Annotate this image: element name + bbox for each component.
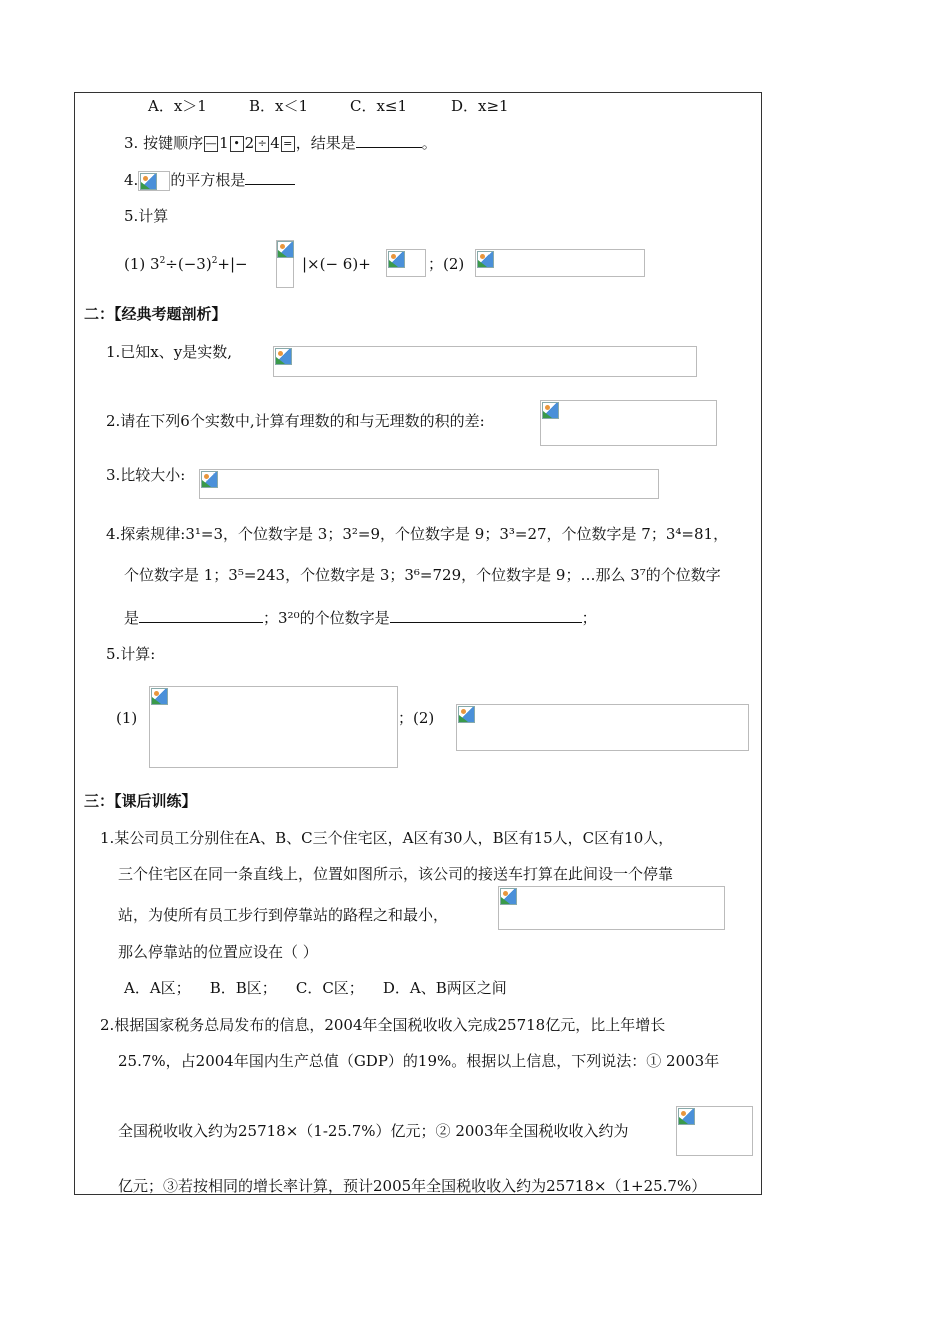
expr-part: +|− <box>217 255 248 273</box>
p2-question-3: 3.比较大小: <box>106 466 186 484</box>
image-placeholder-icon <box>275 348 292 365</box>
image-placeholder-icon <box>151 688 168 705</box>
key-1: 1 <box>219 134 229 152</box>
image-placeholder-icon <box>542 402 559 419</box>
answer-blank <box>356 133 422 148</box>
formula-image <box>138 171 170 191</box>
p2-question-4-line1: 4.探索规律:3¹=3，个位数字是 3；3²=9，个位数字是 9；3³=27，个位数字是 7；3⁴=81， <box>106 525 729 543</box>
p2-question-4-line2: 个位数字是 1；3⁵=243，个位数字是 3；3⁶=729，个位数字是 9；…那么 3⁷的个位数字 <box>124 566 721 584</box>
p2-question-1: 1.已知x、y是实数, <box>106 343 233 361</box>
question-4-prefix: 4. <box>124 171 139 189</box>
p3-question-2-line3: 全国税收收入约为25718×（1-25.7%）亿元；② 2003年全国税收收入约为 <box>118 1122 629 1140</box>
question-4-suffix: 的平方根是 <box>170 171 246 189</box>
image-placeholder-icon <box>500 888 517 905</box>
section-heading-2: 二：【经典考题剖析】 <box>84 305 227 323</box>
key-dot: • <box>230 136 244 152</box>
image-placeholder-icon <box>477 251 494 268</box>
p2-question-5-1-label: (1) <box>116 709 138 727</box>
p3-question-1-options: A．A区； B．B区； C．C区； D．A、B两区之间 <box>124 979 507 997</box>
text-part: ；3²⁰的个位数字是 <box>263 609 390 627</box>
key-equals: = <box>281 136 295 152</box>
image-placeholder-icon <box>678 1108 695 1125</box>
question-5-1 <box>124 255 248 273</box>
option-a: A．x＞1 <box>148 97 207 115</box>
p3-question-2-line1: 2.根据国家税务总局发布的信息，2004年全国税收收入完成25718亿元，比上年增长 <box>100 1016 666 1034</box>
image-placeholder-icon <box>458 706 475 723</box>
exponent: 2 <box>211 256 218 266</box>
image-placeholder-icon <box>201 471 218 488</box>
formula-image <box>676 1106 753 1156</box>
question-3-end: 。 <box>421 134 437 152</box>
expr-part: ÷(−3) <box>165 255 212 273</box>
answer-blank <box>390 608 582 623</box>
formula-image <box>475 249 645 277</box>
p3-question-1-line1: 1.某公司员工分别住在A、B、C三个住宅区，A区有30人，B区有15人，C区有10人， <box>100 829 674 847</box>
option-d: D．x≥1 <box>451 97 509 115</box>
question-4 <box>124 170 295 191</box>
question-5: 5.计算 <box>124 207 169 225</box>
p3-question-1-line2: 三个住宅区在同一条直线上，位置如图所示，该公司的接送车打算在此间设一个停靠 <box>118 865 674 883</box>
p3-question-2-line4: 亿元；③若按相同的增长率计算，预计2005年全国税收收入约为25718×（1+25.7%） <box>118 1177 707 1195</box>
key-2: 2 <box>244 134 255 152</box>
exponent: 2 <box>159 256 166 266</box>
question-3 <box>124 133 437 152</box>
image-placeholder-icon <box>388 251 405 268</box>
expr-part: |×(− 6)+ <box>302 255 371 273</box>
formula-image <box>273 346 697 377</box>
p2-question-4-line3 <box>124 608 597 627</box>
p3-question-1-line3: 站，为使所有员工步行到停靠站的路程之和最小， <box>118 906 449 924</box>
option-c: C．x≤1 <box>350 97 408 115</box>
key-divide: ÷ <box>255 136 269 152</box>
image-placeholder-icon <box>277 241 294 258</box>
p2-question-5: 5.计算: <box>106 645 156 663</box>
key-minus: — <box>205 137 217 150</box>
option-b: B．x＜1 <box>249 97 309 115</box>
image-placeholder-icon <box>140 173 157 190</box>
formula-image <box>540 400 717 446</box>
p2-question-5-sep: ；(2) <box>398 709 435 727</box>
text-part: ； <box>581 609 597 627</box>
question-3-prefix: 3. 按键顺序 <box>124 134 204 152</box>
formula-image <box>386 249 426 277</box>
key-4: 4 <box>270 134 280 152</box>
question-5-sep: ；(2) <box>428 255 465 273</box>
text-part: 是 <box>124 609 140 627</box>
p2-question-2: 2.请在下列6个实数中,计算有理数的和与无理数的积的差: <box>106 412 485 430</box>
formula-image <box>456 704 749 751</box>
expr-part: (1) 3 <box>124 255 160 273</box>
formula-image <box>276 240 294 288</box>
formula-image <box>199 469 659 499</box>
p3-question-2-line2: 25.7%，占2004年国内生产总值（GDP）的19%。根据以上信息，下列说法：① 2003年 <box>118 1052 720 1070</box>
diagram-image <box>498 886 725 930</box>
answer-blank <box>139 608 263 623</box>
formula-image <box>149 686 398 768</box>
section-heading-3: 三：【课后训练】 <box>84 792 197 810</box>
p3-question-1-line4: 那么停靠站的位置应设在（ ） <box>118 943 318 961</box>
question-3-suffix: ，结果是 <box>295 134 356 152</box>
answer-blank <box>245 170 295 185</box>
